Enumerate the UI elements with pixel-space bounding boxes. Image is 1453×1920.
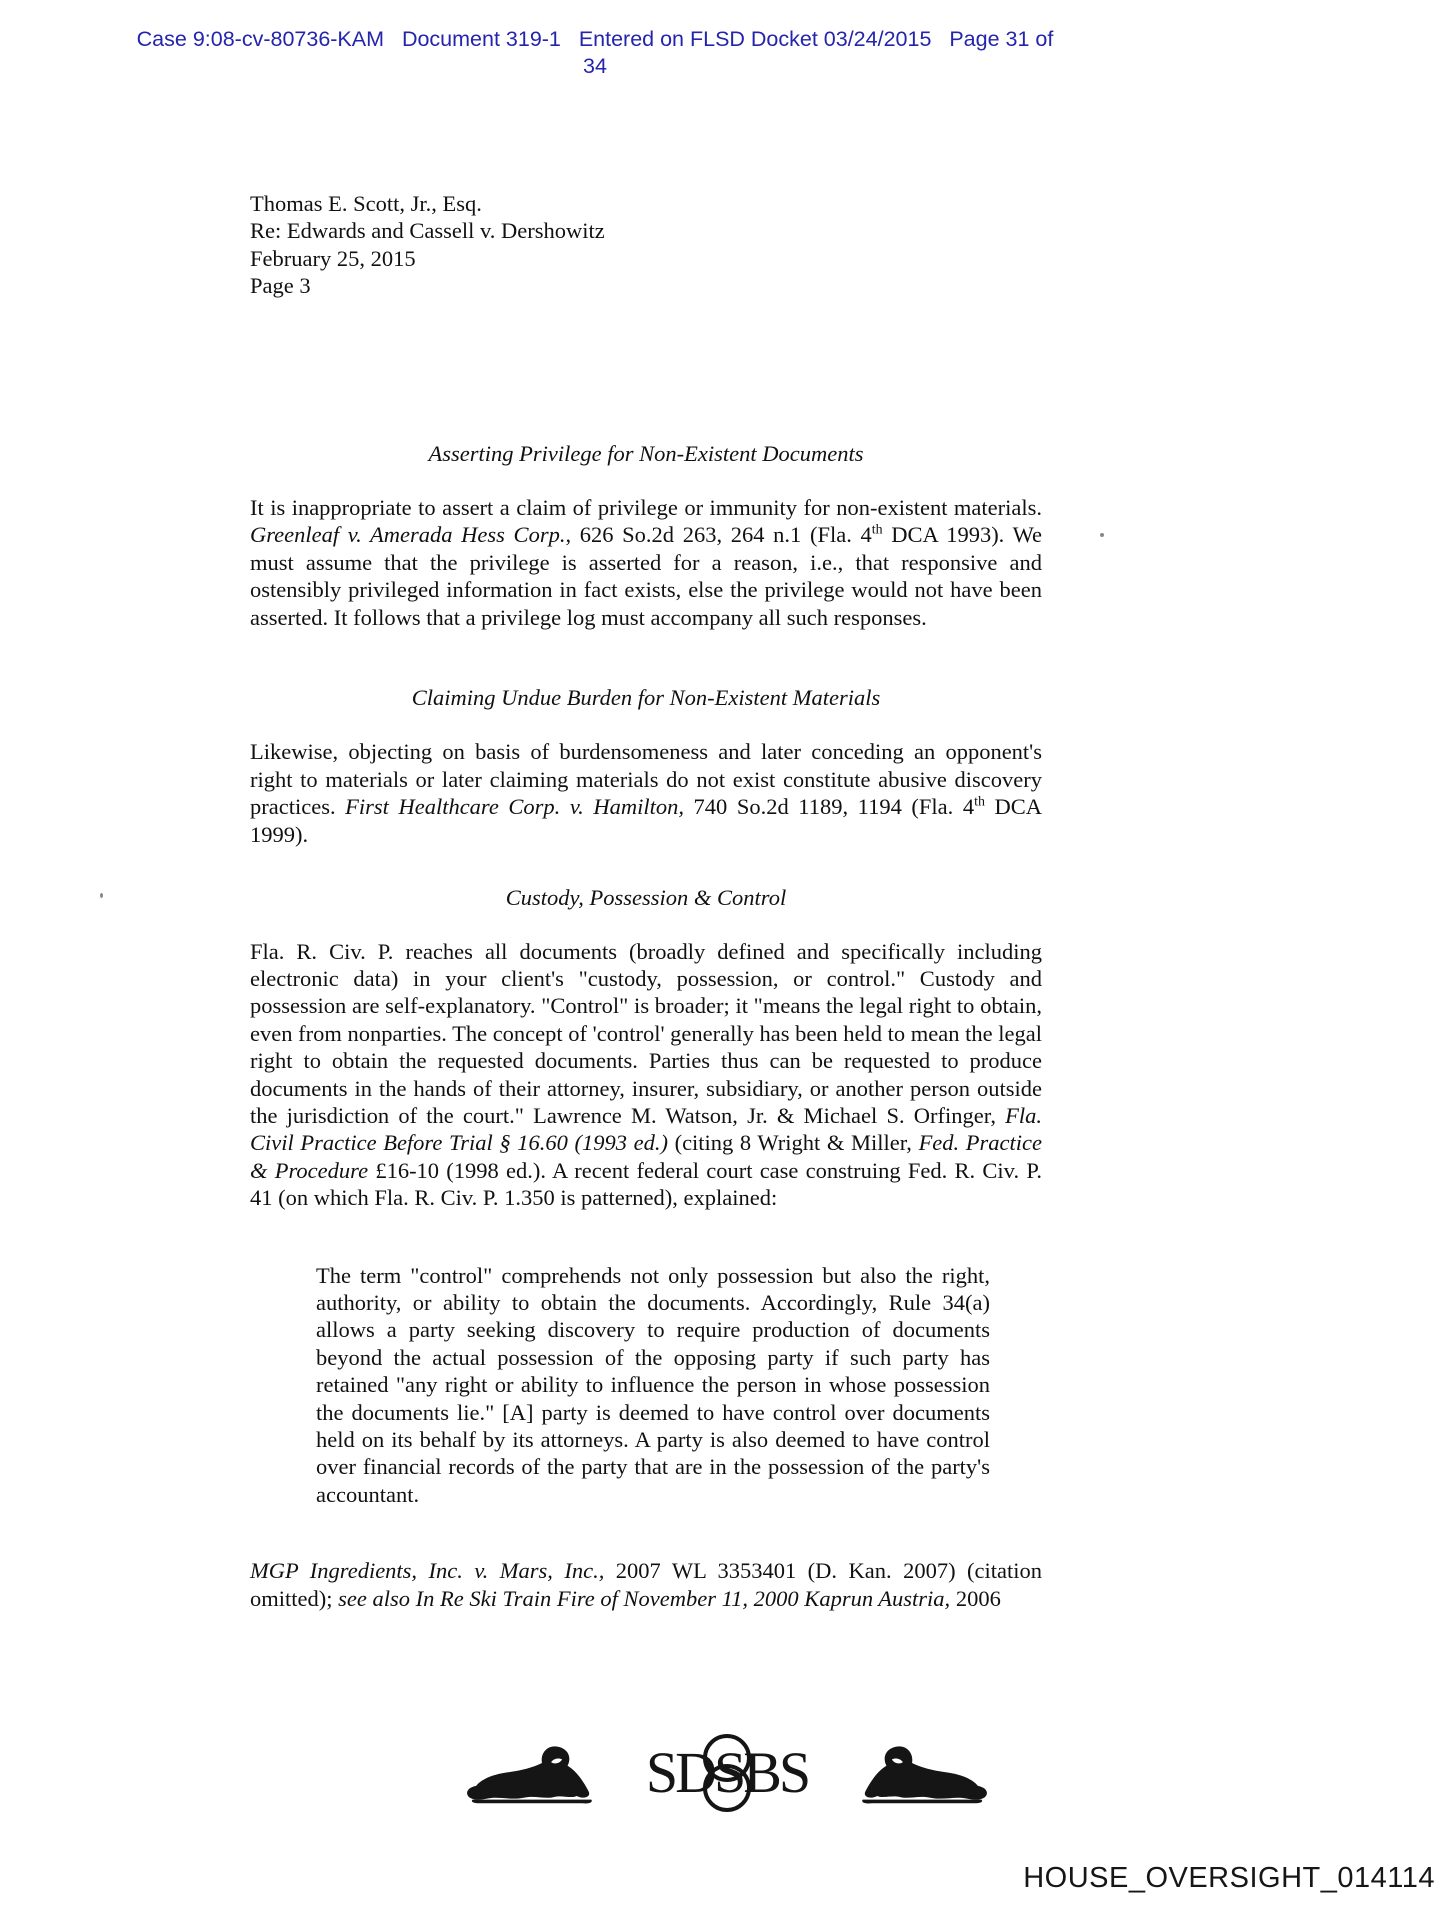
date-line: February 25, 2015 (250, 245, 416, 271)
recipient-line: Thomas E. Scott, Jr., Esq. (250, 191, 482, 216)
case-header (95, 26, 1095, 80)
section-title-custody-possession-control: Custody, Possession & Control (505, 885, 787, 911)
firm-monogram (619, 1732, 835, 1816)
letter-body (250, 190, 1042, 1612)
section-title-asserting-privilege: Asserting Privilege for Non-Existent Documents (428, 440, 864, 466)
svg-text:SDSBS: SDSBS (645, 1740, 808, 1805)
re-line: Re: Edwards and Cassell v. Dershowitz (250, 218, 605, 244)
paragraph-undue-burden: Likewise, objecting on basis of burdensomeness and later conceding an opponent's right to materials or later claiming materials do not exist constitute abusive discovery practices. First Healthcare Corp. v. Hamilton, 740 So.2d 1189, 1194 (Fla. 4th DCA 1999). (250, 739, 1042, 847)
scan-artifact-dot (100, 893, 103, 898)
lion-right-icon (849, 1742, 997, 1806)
paragraph-citations-closing: MGP Ingredients, Inc. v. Mars, Inc., 2007 WL 3353401 (D. Kan. 2007) (citation omitted); see also In Re Ski Train Fire of November 11, 2000 Kaprun Austria, 2006 (250, 1558, 1042, 1611)
paragraph-custody-possession-control: Fla. R. Civ. P. reaches all documents (broadly defined and specifically including electronic data) in your client's "custody, possession, or control." Custody and possession are self-explanatory. "Control" is broader; it "means the legal right to obtain, even from nonparties. The concept of 'control' generally has been held to mean the legal right to obtain the requested documents. Parties thus can be requested to produce documents in the hands of their attorney, insurer, subsidiary, or another person outside the jurisdiction of the court." Lawrence M. Watson, Jr. & Michael S. Orfinger, Fla. Civil Practice Before Trial § 16.60 (1993 ed.) (citing 8 Wright & Miller, Fed. Practice & Procedure £16-10 (1998 ed.). A recent federal court case construing Fed. R. Civ. P. 41 (on which Fla. R. Civ. P. 1.350 is patterned), explained: (250, 938, 1043, 1211)
lion-left-icon (457, 1742, 605, 1806)
case-header-line1: Case 9:08-cv-80736-KAM Document 319-1 Entered on FLSD Docket 03/24/2015 Page 31 of (136, 27, 1054, 51)
case-header-line2: 34 (583, 54, 607, 78)
scan-artifact-dot (1100, 533, 1104, 537)
block-quote-control-definition: The term "control" comprehends not only possession but also the right, authority, or ability to obtain the documents. Accordingly, Rule 34(a) allows a party seeking discovery to require production of documents beyond the actual possession of the opposing party if such party has retained "any right or ability to influence the person in whose possession the documents lie." [A] party is deemed to have control over documents held on its behalf by its attorneys. A party is also deemed to have control over financial records of the party that are in the possession of the party's accountant. (316, 1262, 990, 1507)
law-firm-logo (0, 1732, 1453, 1816)
letter-head (250, 190, 1042, 300)
paragraph-asserting-privilege: It is inappropriate to assert a claim of privilege or immunity for non-existent materials. Greenleaf v. Amerada Hess Corp., 626 So.2d 263, 264 n.1 (Fla. 4th DCA 1993). We must assume that the privilege is asserted for a reason, i.e., that responsive and ostensibly privileged information in fact exists, else the privilege would not have been asserted. It follows that a privilege log must accompany all such responses. (250, 495, 1042, 630)
bates-number: HOUSE_OVERSIGHT_014114 (1023, 1862, 1435, 1894)
page-number-line: Page 3 (250, 273, 311, 299)
section-title-undue-burden: Claiming Undue Burden for Non-Existent Materials (411, 685, 881, 711)
